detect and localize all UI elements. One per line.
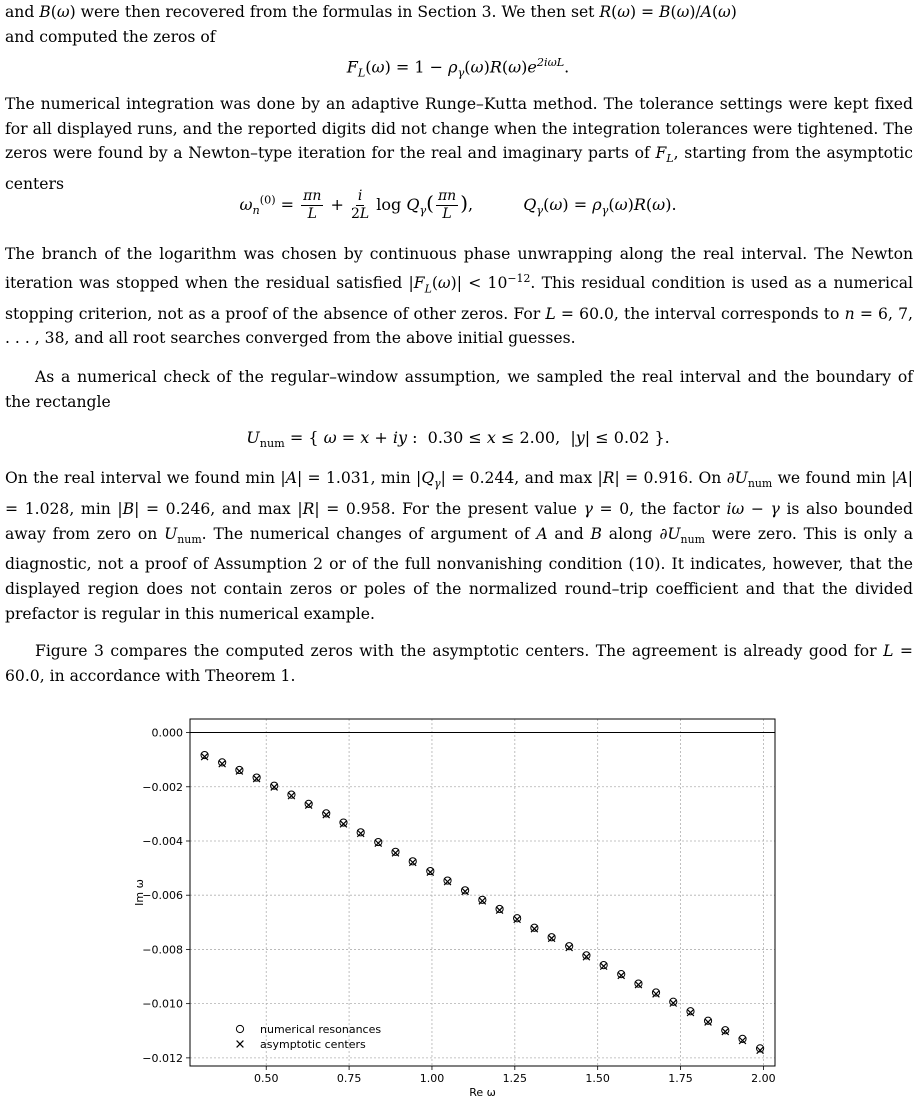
resonance-point (722, 1027, 729, 1034)
resonance-point (583, 952, 590, 959)
resonance-point (479, 896, 486, 903)
legend-label: asymptotic centers (260, 1038, 366, 1051)
legend-x-marker (237, 1041, 244, 1048)
y-tick-label: 0.000 (151, 726, 183, 740)
y-tick-label: −0.006 (142, 889, 183, 903)
paragraph-4: As a numerical check of the regular–window assumption, we sampled the real interval and the boundary of the rectangle (5, 368, 913, 411)
resonance-point (427, 867, 434, 874)
resonance-point (323, 810, 330, 817)
paragraph-5: On the real interval we found min |A| = 1.031, $\min |Q_\gamma| = 0.244$, and max |R| = 0.916. On $\partial U_{num}$ we found min |A| = 1.028, min |B| = 0.246, and max |R| = 0.958. For the present value γ = 0, the factor iω − γ is also bounded away from zero on $U_{num}$. The numerical changes of argument of A and B along $\partial U_{num}$ were zero. This is only a diagnostic, not a proof of Assumption 2 or of the full nonvanishing condition (10). It indicates, however, that the displayed region does not contain zeros or poles of the normalized round–trip coefficient and that the divided prefactor is regular in this numerical example. (5, 469, 914, 623)
p1-line1: and B(ω) were then recovered from the formulas in Section 3. We then set R(ω) = B(ω)/A(ω) (5, 3, 737, 21)
resonance-point (687, 1008, 694, 1015)
y-tick-label: −0.010 (142, 997, 183, 1011)
equation-3: $U_{num}$ = { ω = x + iy : 0.30 ≤ x ≤ 2.00, |y| ≤ 0.02 }. (246, 428, 670, 451)
resonance-point (253, 774, 260, 781)
resonance-point (392, 848, 399, 855)
y-axis-label: Im ω (133, 879, 146, 906)
x-tick-label: 0.75 (336, 1072, 362, 1085)
resonance-point (444, 877, 451, 884)
resonance-point (635, 980, 642, 987)
y-tick-label: −0.012 (142, 1051, 183, 1065)
resonance-point (548, 934, 555, 941)
resonance-point (670, 998, 677, 1005)
y-tick-label: −0.004 (142, 834, 183, 848)
paragraph-3: The branch of the logarithm was chosen by continuous phase unwrapping along the real interval. The Newton iteration was stopped when the residual satisfied $|F_L(\omega)| < 10^{-12}$. This residual condition is used as a numerical stopping criterion, not as a proof of the absence of other zeros. For L = 60.0, the interval corresponds to n = 6, 7, . . . , 38, and all root searches converged from the above initial guesses. (5, 245, 914, 348)
resonance-point (739, 1035, 746, 1042)
x-tick-label: 0.50 (253, 1072, 279, 1085)
resonance-point (409, 858, 416, 865)
resonance-point (461, 887, 468, 894)
resonance-point (566, 943, 573, 950)
resonance-point (531, 924, 538, 931)
equation-2: $\omega_n^{(0)}$ = $\frac{\pi n}{L}$ + $\frac{i}{2L}$ $\log Q_\gamma$( $\frac{\pi n}{L}$ ), $Q_\gamma(\omega) = \rho_\gamma(\omega)R(\omega)$. (239, 188, 677, 222)
legend-circle-marker (236, 1025, 243, 1032)
resonance-point (600, 962, 607, 969)
resonance-point (219, 759, 226, 766)
axes-frame (190, 719, 775, 1066)
x-tick-label: 2.00 (751, 1072, 776, 1085)
resonance-point (618, 970, 625, 977)
resonance-point (271, 782, 278, 789)
y-tick-label: −0.008 (142, 943, 183, 957)
p1-line2: and computed the zeros of (5, 27, 216, 46)
equation-1: $F_L(\omega) = 1 - \rho_\gamma(\omega)R(\omega)e^{2i\omega L}$. (346, 56, 570, 80)
resonance-point (704, 1017, 711, 1024)
resonance-point (652, 989, 659, 996)
resonance-point (236, 766, 243, 773)
y-tick-label: −0.002 (142, 780, 183, 794)
paragraph-2: The numerical integration was done by an adaptive Runge–Kutta method. The tolerance settings were kept fixed for all displayed runs, and the reported digits did not change when the integration tolerances were tightened. The zeros were found by a Newton–type iteration for the real and imaginary parts of $F_L$, starting from the asymptotic centers (5, 95, 913, 194)
resonance-point (375, 838, 382, 845)
x-tick-label: 1.00 (419, 1072, 445, 1085)
resonance-point (514, 915, 521, 922)
x-axis-label: Re ω (469, 1086, 496, 1099)
resonance-point (288, 791, 295, 798)
asymptotic-center-point (757, 1047, 764, 1054)
plot-area (133, 719, 776, 1099)
resonance-point (357, 829, 364, 836)
resonance-point (340, 819, 347, 826)
resonance-point (305, 800, 312, 807)
paragraph-6: Figure 3 compares the computed zeros with the asymptotic centers. The agreement is already good for L = 60.0, in accordance with Theorem 1. (5, 642, 913, 685)
x-tick-label: 1.75 (668, 1072, 693, 1085)
x-tick-label: 1.25 (502, 1072, 528, 1085)
legend-label: numerical resonances (260, 1023, 382, 1036)
x-tick-label: 1.50 (585, 1072, 610, 1085)
resonance-point (201, 751, 208, 758)
resonance-point (496, 905, 503, 912)
